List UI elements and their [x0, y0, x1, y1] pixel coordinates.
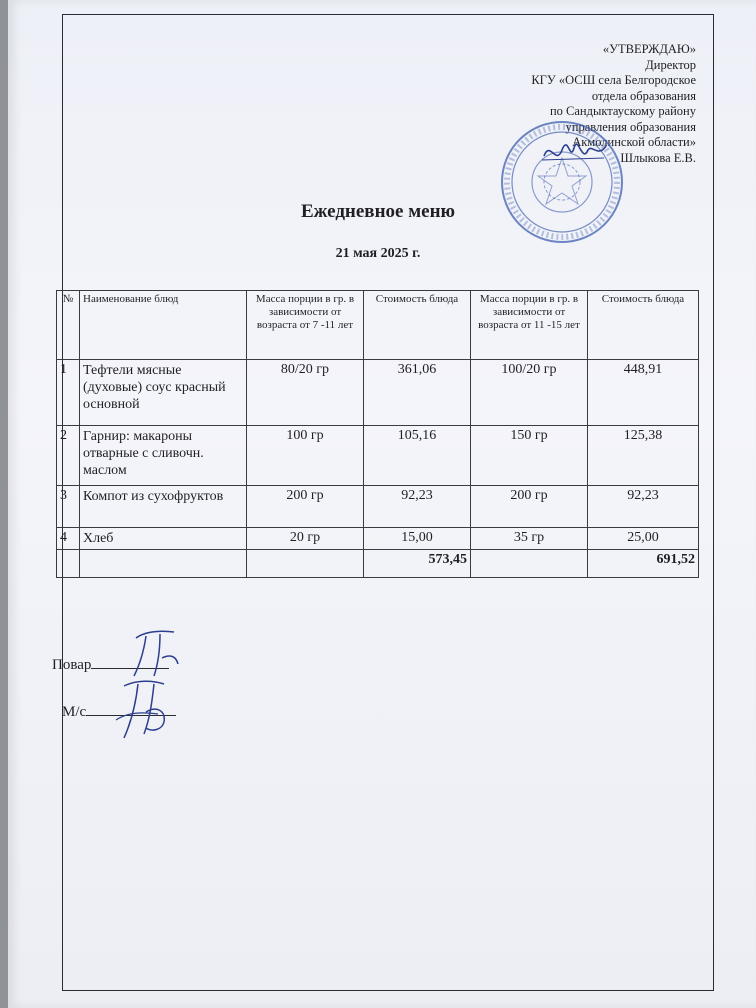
approval-org-line-1: КГУ «ОСШ села Белгородское [531, 73, 696, 87]
cost-7-11: 105,16 [364, 426, 471, 486]
approval-org-line-5: Акмолинской области» [572, 135, 696, 149]
document-title: Ежедневное меню [300, 201, 456, 222]
header-cost-11-15: Стоимость блюда [588, 291, 699, 360]
mass-7-11: 200 гр [247, 486, 364, 528]
cost-11-15: 25,00 [588, 528, 699, 550]
dish-name: Хлеб [80, 528, 247, 550]
mass-11-15: 100/20 гр [471, 360, 588, 426]
approval-position: Директор [645, 57, 696, 72]
approval-heading: «УТВЕРЖДАЮ» [602, 42, 696, 56]
table-row [57, 528, 699, 550]
director-signature [540, 136, 610, 170]
row-num: 3 [57, 486, 80, 528]
row-num: 4 [57, 528, 80, 550]
totals-empty-cell [247, 550, 364, 578]
approval-org-line-3: по Сандыктаускому району [549, 104, 696, 118]
row-num: 2 [57, 426, 80, 486]
table-header-row [57, 291, 699, 360]
dish-name: Гарнир: макароны отварные с сливочн. маслом [80, 426, 247, 486]
mass-7-11: 80/20 гр [247, 360, 364, 426]
mass-11-15: 200 гр [471, 486, 588, 528]
cost-7-11: 15,00 [364, 528, 471, 550]
header-num: № [57, 291, 80, 360]
table-row [57, 360, 699, 426]
total-cost-11-15: 691,52 [588, 550, 699, 578]
document-date: 21 мая 2025 г. [335, 246, 421, 261]
nurse-signature [102, 672, 182, 746]
menu-table [56, 290, 699, 578]
totals-empty-cell [80, 550, 247, 578]
header-mass-11-15: Масса порции в гр. в зависимости от возраста от 11 -15 лет [471, 291, 588, 360]
mass-7-11: 100 гр [247, 426, 364, 486]
mass-11-15: 35 гр [471, 528, 588, 550]
totals-empty-cell [57, 550, 80, 578]
header-mass-7-11: Масса порции в гр. в зависимости от возраста от 7 -11 лет [247, 291, 364, 360]
cost-7-11: 361,06 [364, 360, 471, 426]
approval-org-line-2: отдела образования [591, 88, 696, 103]
table-row [57, 426, 699, 486]
dish-name: Компот из сухофруктов [80, 486, 247, 528]
cook-label: Повар [52, 657, 92, 673]
cost-11-15: 92,23 [588, 486, 699, 528]
table-row [57, 486, 699, 528]
total-cost-7-11: 573,45 [364, 550, 471, 578]
approval-signer-name: Шлыкова Е.В. [620, 150, 696, 165]
approval-org-line-4: управления образования [565, 119, 696, 134]
row-num: 1 [57, 360, 80, 426]
totals-row [57, 550, 699, 578]
mass-7-11: 20 гр [247, 528, 364, 550]
cost-11-15: 448,91 [588, 360, 699, 426]
header-dish-name: Наименование блюд [80, 291, 247, 360]
nurse-label: М/с [62, 704, 87, 720]
header-cost-7-11: Стоимость блюда [364, 291, 471, 360]
totals-empty-cell [471, 550, 588, 578]
mass-11-15: 150 гр [471, 426, 588, 486]
dish-name: Тефтели мясные (духовые) соус красный основной [80, 360, 247, 426]
cost-11-15: 125,38 [588, 426, 699, 486]
cost-7-11: 92,23 [364, 486, 471, 528]
